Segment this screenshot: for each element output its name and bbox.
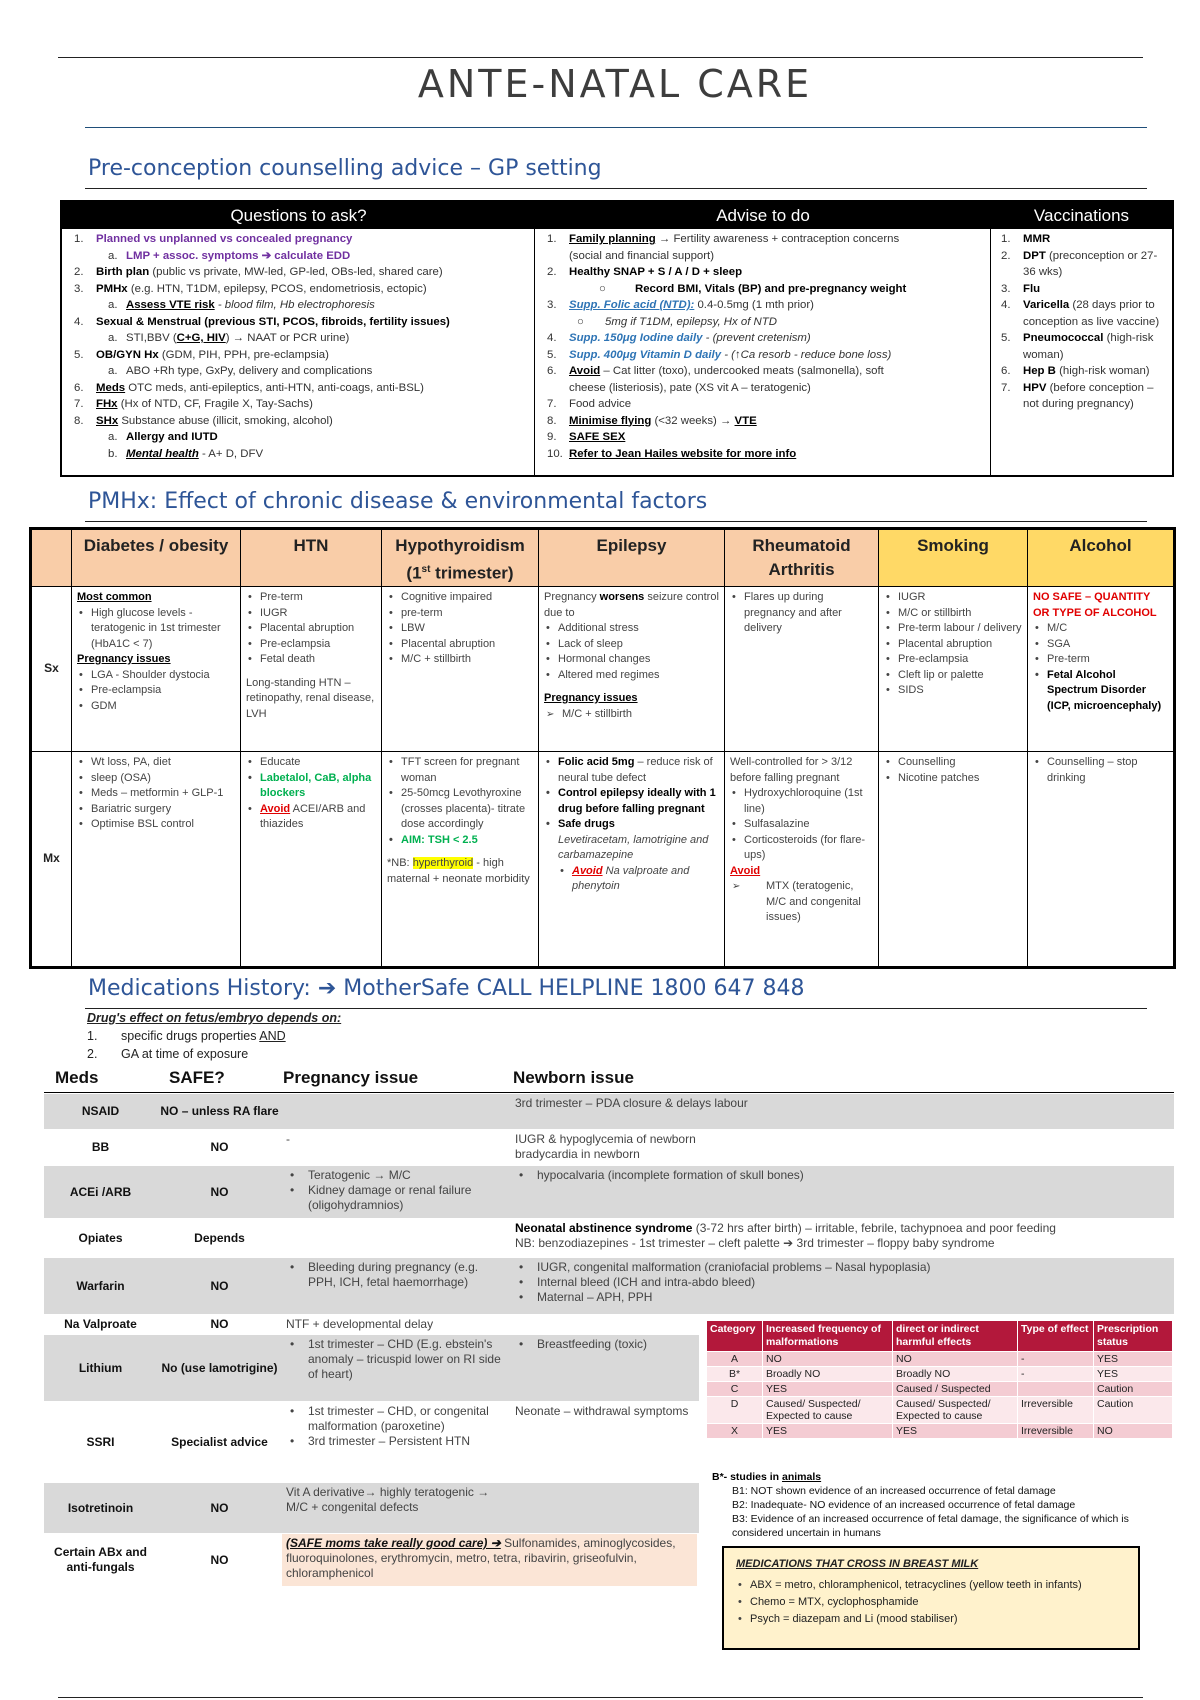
advise-item: Healthy SNAP + S / A / D + sleep bbox=[569, 266, 743, 278]
question-subitem: LMP + assoc. symptoms ➔ calculate EDD bbox=[126, 249, 351, 262]
pmhx-heading: PMHx: Effect of chronic disease & environmental factors bbox=[88, 489, 708, 514]
drug-effect-title: Drug's effect on fetus/embryo depends on: bbox=[87, 1011, 342, 1025]
row-label-sx: Sx bbox=[32, 587, 72, 752]
epilepsy-sx: Pregnancy worsens seizure control due to • Additional stress • Lack of sleep • Hormonal changes • Altered med regimes Pregnancy issues ➢ M/C + stillbirth bbox=[539, 587, 725, 752]
advise-item: Refer to Jean Hailes website for more info bbox=[569, 447, 797, 460]
vaccination-item: Varicella (28 days prior to conception as live vaccine) bbox=[1023, 299, 1160, 328]
advise-item: Food advice bbox=[569, 398, 632, 410]
question-item: Meds OTC meds, anti-epileptics, anti-HTN, anti-coags, anti-BSL) bbox=[96, 381, 424, 394]
question-subitem: ABO +Rh type, GxPy, delivery and complications bbox=[126, 365, 373, 377]
preconception-table bbox=[60, 200, 1174, 477]
breast-milk-item: • Chemo = MTX, cyclophosphamide bbox=[736, 1594, 1126, 1611]
med-row-bb: BB NO - IUGR & hypoglycemia of newborn bradycardia in newborn bbox=[91, 1132, 696, 1161]
hypothyroidism-sx: • Cognitive impaired • pre-term • LBW • Placental abruption • M/C + stillbirth bbox=[382, 587, 539, 752]
smoking-sx: • IUGR • M/C or stillbirth • Pre-term labour / delivery • Placental abruption • Pre-eclampsia • Cleft lip or palette • SIDS bbox=[879, 587, 1028, 752]
medications-heading: Medications History: ➔ MotherSafe CALL HELPLINE 1800 647 848 bbox=[88, 976, 805, 1001]
header-pregnancy-issue: Pregnancy issue bbox=[283, 1068, 419, 1087]
alcohol-mx: • Counselling – stop drinking bbox=[1028, 752, 1173, 966]
advise-item: Supp. Folic acid (NTD): 0.4-0.5mg (1 mth prior) bbox=[569, 299, 814, 311]
header-rheumatoid-arthritis: Rheumatoid Arthritis bbox=[725, 530, 879, 587]
medications-rule bbox=[85, 1008, 1147, 1009]
advise-item: Avoid – Cat litter (toxo), undercooked meats (salmonella), soft bbox=[569, 365, 884, 377]
vaccination-item: MMR bbox=[1023, 233, 1051, 245]
header-hypothyroidism: Hypothyroidism (1st trimester) bbox=[382, 530, 539, 587]
vaccination-item: HPV (before conception – not during pregnancy) bbox=[1023, 381, 1154, 410]
breast-milk-item: • Psych = diazepam and Li (mood stabiliser) bbox=[736, 1611, 1126, 1628]
category-row: D Caused/ Suspected/ Expected to cause Caused/ Suspected/ Expected to cause Irreversible Caution bbox=[707, 1397, 1173, 1424]
htn-mx: • Educate • Labetalol, CaB, alpha blockers • Avoid ACEI/ARB and thiazides bbox=[241, 752, 382, 966]
question-item: Sexual & Menstrual (previous STI, PCOS, fibroids, fertility issues) bbox=[96, 315, 450, 328]
smoking-mx: • Counselling • Nicotine patches bbox=[879, 752, 1028, 966]
page-title: ANTE-NATAL CARE bbox=[417, 62, 813, 106]
vaccinations-list: 1. MMR 2. DPT (preconception or 27-36 wks) 3. Flu 4. Varicella (28 days prior to conception as live vaccine) 5. Pneumococcal (high-risk woman) 6. Hep B (high-risk woman) 7. HPV (before conception – not during pregnancy) bbox=[991, 229, 1172, 475]
header-safe: SAFE? bbox=[169, 1068, 225, 1087]
breast-milk-title: MEDICATIONS THAT CROSS IN BREAST MILK bbox=[736, 1558, 979, 1570]
med-row-isotretinoin: Isotretinoin NO Vit A derivative→ highly teratogenic → M/C + congenital defects bbox=[44, 1483, 699, 1533]
col-vaccinations: Vaccinations bbox=[1033, 206, 1130, 225]
questions-list: 1. Planned vs unplanned vs concealed pregnancy a. LMP + assoc. symptoms ➔ calculate EDD 2. Birth plan (public vs private, MW-led, GP-led, OBs-led, shared care) 3. PMHx (e.g. HTN, T1DM, epilepsy, PCOS, endometriosis, ectopic) a. Assess VTE risk - blood film, Hb electrophoresis 4. Sexual & Menstrual (previous STI, PCOS, fibroids, fertility issues) a. STI,BBV (C+G, HIV) → NAAT or PCR urine) 5. OB/GYN Hx (GDM, PIH, PPH, pre-eclampsia) a. ABO +Rh type, GxPy, delivery and complications 6. Meds OTC meds, anti-epileptics, anti-HTN, anti-coags, anti-BSL) 7. FHx (Hx of NTD, CF, Fragile X, Tay-Sachs) 8. SHx Substance abuse (illicit, smoking, alcohol) a. Allergy and IUTD b. Mental health - A+ D, DFV bbox=[62, 229, 535, 475]
advise-item: Supp. 150μg Iodine daily - (prevent cretenism) bbox=[569, 332, 811, 344]
med-row-abx: Certain ABx and anti-fungals NO (SAFE moms take really good care) ➔ Sulfonamides, aminoglycosides, fluoroquinolones, erythromycin, metro, tetra, ribavirin, griseofulvin, chloramphenicol bbox=[44, 1534, 699, 1586]
header-diabetes: Diabetes / obesity bbox=[72, 530, 241, 587]
alcohol-sx: NO SAFE – QUANTITY OR TYPE OF ALCOHOL • M/C • SGA • Pre-term • Fetal Alcohol Spectrum Disorder (ICP, microencephaly) bbox=[1028, 587, 1173, 752]
col-advise: Advise to do bbox=[716, 206, 810, 225]
med-row-warfarin: Warfarin NO • Bleeding during pregnancy (e.g. PPH, ICH, fetal haemorrhage) • IUGR, congenital malformation (craniofacial problems – Nasal hypoplasia) • Internal bleed (ICH and intra-abdo bleed) • Maternal – APH, PPH bbox=[44, 1258, 1174, 1314]
vaccination-item: Flu bbox=[1023, 282, 1041, 295]
advise-list: 1. Family planning → Fertility awareness + contraception concerns (social and financial support) 2. Healthy SNAP + S / A / D + sleep ○ Record BMI, Vitals (BP) and pre-pregnancy weight 3. Supp. Folic acid (NTD): 0.4-0.5mg (1 mth prior) ○ 5mg if T1DM, epilepsy, Hx of NTD 4. Supp. 150μg Iodine daily - (prevent cretenism) 5. Supp. 400μg Vitamin D daily - (↑Ca resorb - reduce bone loss) 6. Avoid – Cat litter (toxo), undercooked meats (salmonella), soft cheese (listeriosis), pate (XS vit A – teratogenic) 7. Food advice 8. Minimise flying (<32 weeks) → VTE 9. SAFE SEX 10. Refer to Jean Hailes website for more info bbox=[535, 229, 991, 475]
question-subitem: Allergy and IUTD bbox=[126, 431, 218, 443]
diabetes-mx: • Wt loss, PA, diet • sleep (OSA) • Meds – metformin + GLP-1 • Bariatric surgery • Optimise BSL control bbox=[72, 752, 241, 966]
header-meds: Meds bbox=[55, 1068, 99, 1087]
advise-item: Family planning → Fertility awareness + contraception concerns bbox=[569, 233, 900, 245]
advise-item: SAFE SEX bbox=[569, 431, 626, 443]
diabetes-sx: Most common • High glucose levels - teratogenic in 1st trimester (HbA1C < 7) Pregnancy issues • LGA - Shoulder dystocia • Pre-eclampsia • GDM bbox=[72, 587, 241, 752]
med-row-ssri: SSRI Specialist advice • 1st trimester – CHD, or congenital malformation (paroxetine) • 3rd trimester – Persistent HTN Neonate – withdrawal symptoms bbox=[44, 1402, 699, 1482]
epilepsy-mx: • Folic acid 5mg – reduce risk of neural tube defect • Control epilepsy ideally with 1 drug before falling pregnant • Safe drugs Levetiracetam, lamotrigine and carbamazepine • Avoid Na valproate and phenytoin bbox=[539, 752, 725, 966]
top-rule bbox=[58, 57, 1143, 58]
hypothyroidism-mx: • TFT screen for pregnant woman • 25-50mcg Levothyroxine (crosses placenta)- titrate dose accordingly • AIM: TSH < 2.5 *NB: hyperthyroid - high maternal + neonate morbidity bbox=[382, 752, 539, 966]
med-row-opiates: Opiates Depends Neonatal abstinence syndrome (3-72 hrs after birth) – irritable, febrile, tachypnoea and poor feeding NB: benzodiazepines - 1st trimester – cleft palette ➔ 3rd trimester – floppy baby syndrome bbox=[78, 1221, 1056, 1250]
advise-item: Supp. 400μg Vitamin D daily - (↑Ca resorb - reduce bone loss) bbox=[569, 348, 892, 361]
med-row-na-valproate: Na Valproate NO NTF + developmental delay bbox=[64, 1317, 434, 1331]
header-htn: HTN bbox=[241, 530, 382, 587]
advise-subitem: 5mg if T1DM, epilepsy, Hx of NTD bbox=[605, 315, 777, 328]
preconception-table-header bbox=[62, 202, 1172, 229]
question-subitem: Assess VTE risk - blood film, Hb electrophoresis bbox=[126, 299, 375, 311]
vaccination-item: Pneumococcal (high-risk woman) bbox=[1023, 332, 1154, 361]
preconception-heading: Pre-conception counselling advice – GP setting bbox=[88, 156, 602, 181]
header-epilepsy: Epilepsy bbox=[539, 530, 725, 587]
row-label-mx: Mx bbox=[32, 752, 72, 966]
drug-effect-item: 1. specific drugs properties AND bbox=[87, 1029, 286, 1043]
pmhx-rule bbox=[85, 521, 1147, 522]
col-questions: Questions to ask? bbox=[230, 206, 367, 225]
category-row: A NO NO - YES bbox=[707, 1352, 1173, 1367]
med-row-nsaid: NSAID NO – unless RA flare 3rd trimester – PDA closure & delays labour bbox=[44, 1094, 1174, 1129]
category-row: X YES YES Irreversible NO bbox=[707, 1424, 1173, 1439]
advise-item-cont: cheese (listeriosis), pate (XS vit A – teratogenic) bbox=[569, 381, 811, 394]
category-row: C YES Caused / Suspected Caution bbox=[707, 1382, 1173, 1397]
advise-subitem: Record BMI, Vitals (BP) and pre-pregnancy weight bbox=[635, 282, 907, 295]
vaccination-item: DPT (preconception or 27-36 wks) bbox=[1023, 249, 1158, 278]
ra-sx: • Flares up during pregnancy and after delivery bbox=[725, 587, 879, 752]
question-item: Birth plan (public vs private, MW-led, GP-led, OBs-led, shared care) bbox=[96, 266, 443, 278]
preconception-rule bbox=[85, 188, 1147, 189]
chronic-disease-table bbox=[29, 527, 1176, 969]
pregnancy-category-table bbox=[706, 1320, 1173, 1439]
title-rule bbox=[85, 127, 1147, 128]
question-item: OB/GYN Hx (GDM, PIH, PPH, pre-eclampsia) bbox=[96, 348, 329, 361]
htn-sx: • Pre-term • IUGR • Placental abruption • Pre-eclampsia • Fetal death Long-standing HTN – retinopathy, renal disease, LVH bbox=[241, 587, 382, 752]
question-item: SHx Substance abuse (illicit, smoking, alcohol) bbox=[96, 414, 333, 427]
category-header-row: Category Increased frequency of malformations direct or indirect harmful effects Type of effect Prescription status bbox=[707, 1321, 1173, 1352]
advise-item-cont: (social and financial support) bbox=[569, 249, 714, 262]
category-notes: B*- studies in animals B1: NOT shown evidence of an increased occurrence of fetal damage B2: Inadequate- NO evidence of an increased occurrence of fetal damage B3: Evidence of an increased occurrence of fetal damage, the significance of which is considered uncertain in humans bbox=[712, 1471, 1129, 1539]
header-smoking: Smoking bbox=[879, 530, 1028, 587]
drug-effect-item: 2. GA at time of exposure bbox=[87, 1047, 249, 1061]
question-item: Planned vs unplanned vs concealed pregnancy bbox=[96, 233, 353, 245]
breast-milk-item: • ABX = metro, chloramphenicol, tetracyclines (yellow teeth in infants) bbox=[736, 1577, 1126, 1594]
ra-mx: Well-controlled for > 3/12 before falling pregnant • Hydroxychloroquine (1st line) • Sulfasalazine • Corticosteroids (for flare-ups) Avoid ➢ MTX (teratogenic, M/C and congenital issues) bbox=[725, 752, 879, 966]
bottom-rule bbox=[58, 1697, 1143, 1698]
corner-cell bbox=[32, 530, 72, 587]
vaccination-item: Hep B (high-risk woman) bbox=[1023, 365, 1150, 377]
med-row-acei-arb: ACEi /ARB NO • Teratogenic → M/C • Kidney damage or renal failure (oligohydramnios) • hypocalvaria (incomplete formation of skull bones) bbox=[44, 1166, 1174, 1218]
question-item: FHx (Hx of NTD, CF, Fragile X, Tay-Sachs) bbox=[96, 398, 313, 410]
question-subitem: Mental health - A+ D, DFV bbox=[126, 447, 264, 460]
breast-milk-box bbox=[722, 1546, 1140, 1650]
med-row-lithium: Lithium No (use lamotrigine) • 1st trimester – CHD (E.g. ebstein's anomaly – tricuspid lower on RI side of heart) • Breastfeeding (toxic) bbox=[44, 1335, 699, 1401]
question-subitem: STI,BBV (C+G, HIV) → NAAT or PCR urine) bbox=[126, 332, 350, 344]
meds-header-rule bbox=[44, 1092, 1174, 1093]
question-item: PMHx (e.g. HTN, T1DM, epilepsy, PCOS, endometriosis, ectopic) bbox=[96, 282, 427, 295]
header-newborn-issue: Newborn issue bbox=[513, 1068, 634, 1087]
category-row: B* Broadly NO Broadly NO - YES bbox=[707, 1367, 1173, 1382]
header-alcohol: Alcohol bbox=[1028, 530, 1173, 587]
advise-item: Minimise flying (<32 weeks) → VTE bbox=[569, 414, 757, 427]
